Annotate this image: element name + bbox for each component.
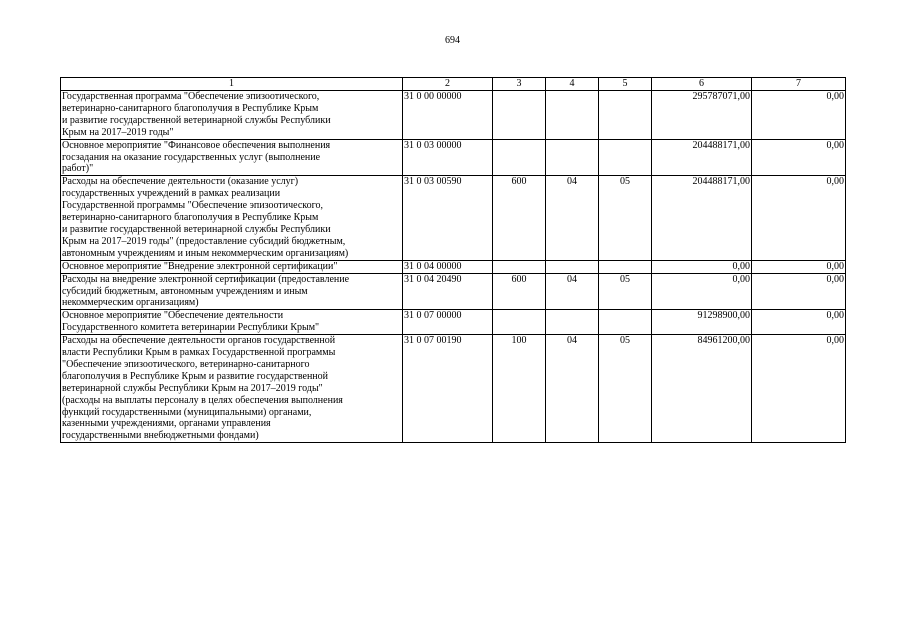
page-number: 694	[445, 35, 460, 46]
header-col-6: 6	[652, 78, 752, 91]
section-cell	[546, 310, 599, 335]
table-row	[61, 335, 846, 443]
subsection-cell: 05	[599, 176, 652, 260]
section-cell	[546, 139, 599, 176]
budget-code-cell: 31 0 07 00190	[403, 335, 493, 443]
description-line: автономным учреждениям и иным некоммерческим организациям)	[62, 247, 349, 259]
description-line: Расходы на обеспечение деятельности органов государственной	[62, 335, 336, 347]
section-cell: 04	[546, 273, 599, 310]
budget-code-cell: 31 0 03 00000	[403, 139, 493, 176]
description-line: ветеринарно-санитарного благополучия в Республике Крым	[62, 102, 319, 114]
amount-extra-cell: 0,00	[752, 335, 846, 443]
amount-extra-cell: 0,00	[752, 176, 846, 260]
description-line: Крым на 2017–2019 годы"	[62, 126, 174, 138]
description-line: работ)"	[62, 163, 94, 175]
amount-extra-cell: 0,00	[752, 260, 846, 273]
table-row	[61, 273, 846, 310]
header-col-7: 7	[752, 78, 846, 91]
section-cell	[546, 260, 599, 273]
header-col-5: 5	[599, 78, 652, 91]
row-description	[61, 273, 403, 310]
row-description	[61, 260, 403, 273]
subsection-cell	[599, 310, 652, 335]
subsection-cell	[599, 91, 652, 140]
description-line: ветеринарно-санитарного благополучия в Республике Крым	[62, 212, 319, 224]
amount-extra-cell: 0,00	[752, 139, 846, 176]
amount-cell: 84961200,00	[652, 335, 752, 443]
amount-cell: 0,00	[652, 273, 752, 310]
row-description	[61, 335, 403, 443]
row-description	[61, 139, 403, 176]
expense-type-cell: 600	[493, 273, 546, 310]
section-cell	[546, 91, 599, 140]
amount-cell: 91298900,00	[652, 310, 752, 335]
description-line: власти Республики Крым в рамках Государственной программы	[62, 347, 336, 359]
description-line: Основное мероприятие "Финансовое обеспечения выполнения	[62, 139, 331, 151]
table-row	[61, 139, 846, 176]
budget-code-cell: 31 0 07 00000	[403, 310, 493, 335]
description-line: Государственная программа "Обеспечение эпизоотического,	[62, 91, 320, 102]
amount-extra-cell: 0,00	[752, 310, 846, 335]
description-line: (расходы на выплаты персоналу в целях обеспечения выполнения	[62, 394, 343, 406]
description-line: и развитие государственной ветеринарной службы Республики	[62, 223, 331, 235]
table-row	[61, 260, 846, 273]
description-line: функций государственными (муниципальными) органами,	[62, 406, 312, 418]
header-row	[61, 78, 846, 91]
table-row	[61, 176, 846, 260]
subsection-cell: 05	[599, 335, 652, 443]
header-col-3: 3	[493, 78, 546, 91]
row-description	[61, 91, 403, 140]
table-body	[61, 91, 846, 443]
expense-type-cell	[493, 91, 546, 140]
description-line: Крым на 2017–2019 годы" (предоставление субсидий бюджетным,	[62, 235, 346, 247]
amount-extra-cell: 0,00	[752, 273, 846, 310]
description-line: субсидий бюджетным, автономным учреждениям и иным	[62, 285, 308, 297]
subsection-cell	[599, 139, 652, 176]
header-col-2: 2	[403, 78, 493, 91]
section-cell: 04	[546, 176, 599, 260]
expense-type-cell	[493, 260, 546, 273]
description-line: казенными учреждениями, органами управления	[62, 418, 271, 430]
expense-type-cell: 600	[493, 176, 546, 260]
description-line: государственных учреждений в рамках реализации	[62, 188, 281, 200]
amount-cell: 204488171,00	[652, 139, 752, 176]
amount-extra-cell: 0,00	[752, 91, 846, 140]
table-row	[61, 310, 846, 335]
description-line: Расходы на обеспечение деятельности (оказание услуг)	[62, 176, 299, 188]
amount-cell: 0,00	[652, 260, 752, 273]
description-line: госзадания на оказание государственных услуг (выполнение	[62, 151, 321, 163]
expense-type-cell	[493, 310, 546, 335]
description-line: благополучия в Республике Крым и развитие государственной	[62, 370, 328, 382]
amount-cell: 204488171,00	[652, 176, 752, 260]
description-line: "Обеспечение эпизоотического, ветеринарно-санитарного	[62, 358, 310, 370]
subsection-cell	[599, 260, 652, 273]
table-row	[61, 91, 846, 140]
description-line: ветеринарной службы Республики Крым на 2017–2019 годы"	[62, 382, 323, 394]
description-line: Государственной программы "Обеспечение эпизоотического,	[62, 200, 323, 212]
expense-type-cell: 100	[493, 335, 546, 443]
description-line: Основное мероприятие "Внедрение электронной сертификации"	[62, 260, 338, 272]
row-description	[61, 176, 403, 260]
row-description	[61, 310, 403, 335]
budget-code-cell: 31 0 04 00000	[403, 260, 493, 273]
description-line: некоммерческим организациям)	[62, 297, 199, 309]
budget-code-cell: 31 0 03 00590	[403, 176, 493, 260]
amount-cell: 295787071,00	[652, 91, 752, 140]
budget-table	[60, 77, 846, 443]
section-cell: 04	[546, 335, 599, 443]
description-line: Государственного комитета ветеринарии Республики Крым"	[62, 322, 320, 334]
header-col-4: 4	[546, 78, 599, 91]
description-line: государственными внебюджетными фондами)	[62, 430, 259, 442]
description-line: и развитие государственной ветеринарной службы Республики	[62, 114, 331, 126]
expense-type-cell	[493, 139, 546, 176]
header-col-1: 1	[61, 78, 403, 91]
description-line: Основное мероприятие "Обеспечение деятельности	[62, 310, 284, 322]
budget-code-cell: 31 0 04 20490	[403, 273, 493, 310]
description-line: Расходы на внедрение электронной сертификации (предоставление	[62, 273, 350, 285]
subsection-cell: 05	[599, 273, 652, 310]
budget-code-cell: 31 0 00 00000	[403, 91, 493, 140]
